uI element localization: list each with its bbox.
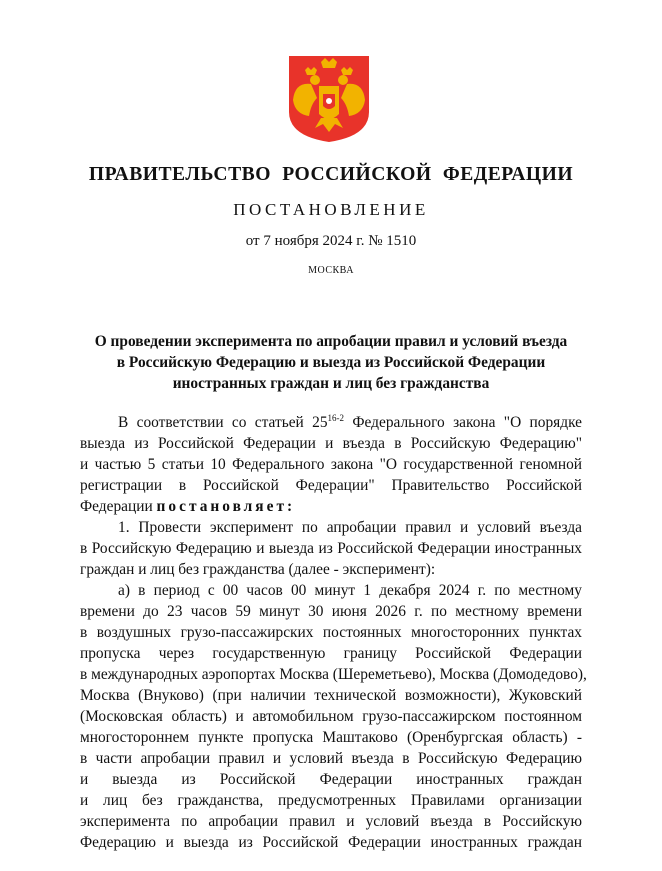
item-a-line: (Московская область) и автомобильном грузо-пассажирском постоянном — [80, 708, 582, 725]
preamble-paragraph — [80, 412, 582, 517]
item-a-paragraph — [80, 580, 587, 853]
document-subject — [80, 331, 582, 394]
item-line: граждан и лиц без гражданства (далее - эксперимент): — [80, 561, 436, 578]
item-a-line: а) в период с 00 часов 00 минут 1 декабря 2024 г. по местному — [118, 582, 582, 599]
item-a-line: времени до 23 часов 59 минут 30 июня 2026 г. по местному времени — [80, 603, 582, 620]
document-body — [80, 412, 587, 853]
preamble-line: В соответствии со статьей 25$^{16-2}$ Федерального закона "О порядке — [118, 413, 583, 431]
item-a-line: в воздушных грузо-пассажирских постоянных многосторонних пунктах — [80, 624, 582, 641]
preamble-line: выезда из Российской Федерации и въезда в Российскую Федерацию" — [80, 435, 582, 452]
subject-line: в Российскую Федерацию и выезда из Российской Федерации — [116, 354, 546, 371]
item-a-line: эксперимента по апробации правил и условий въезда в Российскую — [80, 813, 582, 830]
subject-line: иностранных граждан и лиц без гражданства — [172, 375, 490, 392]
document-type: ПОСТАНОВЛЕНИЕ — [233, 200, 429, 219]
item-a-line: пропуска через государственную границу Российской Федерации — [80, 645, 582, 662]
item-a-line: и выезда из Российской Федерации иностранных граждан — [80, 771, 582, 788]
item-a-line: в международных аэропортах Москва (Шереметьево), Москва (Домодедово), — [80, 666, 587, 683]
resolves-word: постановляет: — [156, 498, 296, 515]
item-line: 1. Провести эксперимент по апробации правил и условий въезда — [118, 519, 582, 536]
date-and-number: от 7 ноября 2024 г. № 1510 — [245, 233, 417, 249]
item-a-line: многостороннем пункте пропуска Маштаково (Оренбургская область) - — [80, 729, 582, 746]
item-a-line: и лиц без гражданства, предусмотренных Правилами организации — [80, 792, 582, 809]
item-a-line: в части апробации правил и условий въезда в Российскую Федерацию — [80, 750, 582, 767]
item-a-line: Федерацию и выезда из Российской Федерации иностранных граждан — [80, 834, 582, 851]
article-superscript: 16-2 — [327, 413, 345, 423]
item-a-line: Москва (Внуково) (при наличии технической возможности), Жуковский — [80, 687, 582, 704]
subject-line: О проведении эксперимента по апробации правил и условий въезда — [94, 333, 568, 350]
preamble-line: и частью 5 статьи 10 Федерального закона "О государственной геномной — [80, 456, 582, 473]
government-title: ПРАВИТЕЛЬСТВО РОССИЙСКОЙ ФЕДЕРАЦИИ — [88, 163, 574, 185]
coat-of-arms-icon — [281, 52, 377, 144]
preamble-line: регистрации в Российской Федерации" Правительство Российской — [80, 477, 582, 494]
preamble-line: Федерации постановляет: — [80, 498, 296, 515]
city: МОСКВА — [308, 265, 354, 276]
item-1-paragraph — [80, 517, 582, 580]
item-line: в Российскую Федерацию и выезда из Российской Федерации иностранных — [80, 540, 582, 557]
